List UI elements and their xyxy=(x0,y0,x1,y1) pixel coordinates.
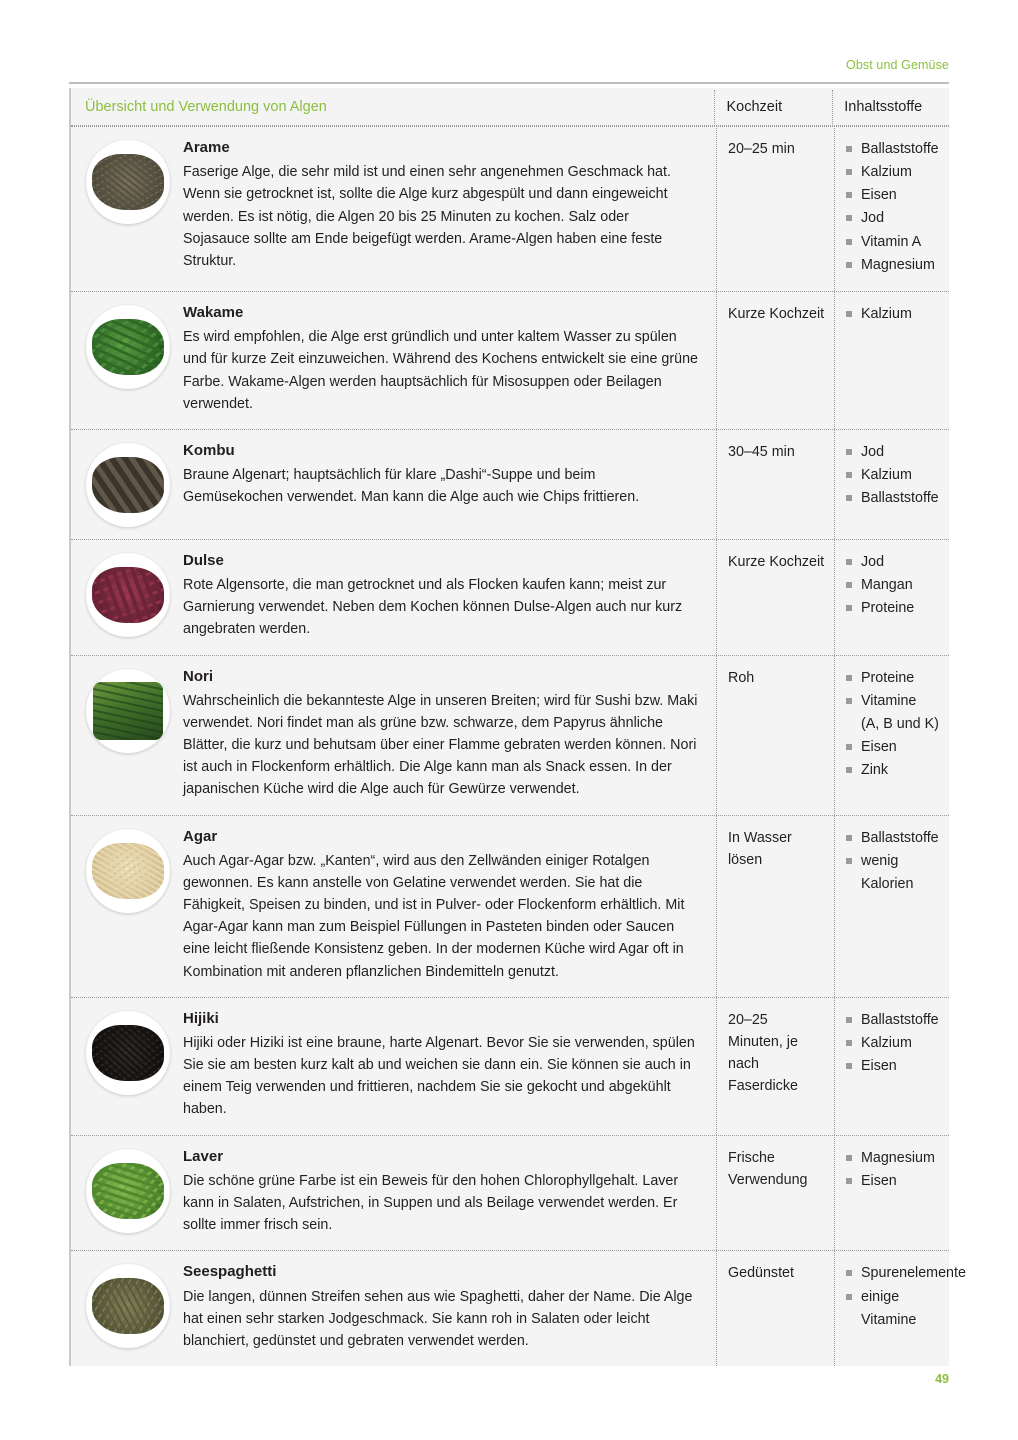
page-number: 49 xyxy=(935,1372,949,1386)
row-nutrients-cell xyxy=(834,429,951,539)
algae-name: Hijiki xyxy=(183,1009,219,1027)
cooking-time-value: Gedünstet xyxy=(728,1265,794,1282)
nutrient-item: Eisen xyxy=(846,736,945,758)
agar-photo xyxy=(86,829,170,913)
row-image-cell xyxy=(71,126,183,291)
row-text-cell xyxy=(183,126,716,291)
algae-name: Arame xyxy=(183,139,230,156)
header-rule xyxy=(69,82,949,84)
arame-photo xyxy=(86,140,170,224)
row-text-cell xyxy=(183,655,716,815)
nutrient-item: Ballaststoffe xyxy=(846,1009,945,1031)
table-header-row xyxy=(71,88,949,126)
table-row xyxy=(71,291,949,429)
cooking-time-value: Frische Verwendung xyxy=(728,1149,808,1188)
table-title: Übersicht und Verwendung von Algen xyxy=(85,98,327,115)
hijiki-photo xyxy=(86,1011,170,1095)
algae-name: Kombu xyxy=(183,441,235,459)
cooking-time-value: In Wasser lösen xyxy=(728,829,792,868)
nutrient-item: Kalzium xyxy=(846,161,945,183)
nutrient-item: Kalzium xyxy=(846,303,945,325)
nutrient-list xyxy=(846,551,945,619)
nutrient-item: Eisen xyxy=(846,184,945,206)
nutrient-item-continuation: Vitamine xyxy=(861,1311,917,1328)
row-image-cell xyxy=(71,1250,183,1366)
nutrient-item-continuation: Kalorien xyxy=(861,875,914,892)
algae-name: Wakame xyxy=(183,303,244,321)
row-nutrients-cell xyxy=(834,997,951,1135)
row-cooking-time-cell xyxy=(716,655,834,815)
algae-name: Nori xyxy=(183,667,213,685)
table-row xyxy=(71,655,949,815)
seespaghetti-photo xyxy=(86,1264,170,1348)
cooking-time-value: Kurze Kochzeit xyxy=(728,305,825,322)
nutrient-item: Kalzium xyxy=(846,464,945,486)
nutrient-list xyxy=(846,827,945,895)
row-cooking-time-cell xyxy=(716,1135,834,1251)
running-head: Obst und Gemüse xyxy=(846,58,949,72)
nori-photo xyxy=(86,669,170,753)
algae-description: Die schöne grüne Farbe ist ein Beweis für den hohen Chlorophyllgehalt. Laver kann in Salaten, Aufstrichen, in Suppen und als Beilage verwendet werden. Er sollte immer frisch sein. xyxy=(183,1172,679,1234)
algae-description: Faserige Alge, die sehr mild ist und einen sehr angenehmen Geschmack hat. Wenn sie getrocknet ist, sollte die Alge kurz abgespült und dann eingeweicht werden. Es ist nötig, die Algen 20 bis 25 Minuten zu kochen. Salz oder Sojasauce sollte am Ende beigefügt werden. Arame-Algen haben eine feste Struktur. xyxy=(183,164,671,269)
wakame-photo xyxy=(86,305,170,389)
row-text-cell xyxy=(183,1250,716,1366)
column-header-nutrients: Inhaltsstoffe xyxy=(832,90,949,124)
row-nutrients-cell xyxy=(834,1135,951,1251)
table-row xyxy=(71,1135,949,1251)
column-header-cooking-time: Kochzeit xyxy=(714,90,832,124)
row-cooking-time-cell xyxy=(716,997,834,1135)
row-text-cell xyxy=(183,429,716,539)
dulse-photo xyxy=(86,553,170,637)
nutrient-list xyxy=(846,667,945,782)
nutrient-item: Magnesium xyxy=(846,1147,945,1169)
nutrient-item: Magnesium xyxy=(846,254,945,276)
row-nutrients-cell xyxy=(834,291,951,429)
row-image-cell xyxy=(71,997,183,1135)
laver-photo xyxy=(86,1149,170,1233)
row-cooking-time-cell xyxy=(716,1250,834,1366)
row-image-cell xyxy=(71,539,183,655)
row-nutrients-cell xyxy=(834,539,951,655)
algae-name: Agar xyxy=(183,827,218,845)
cooking-time-value: Roh xyxy=(728,669,755,686)
row-cooking-time-cell xyxy=(716,429,834,539)
nutrient-item: Vitamin A xyxy=(846,231,945,253)
nutrient-list xyxy=(846,1009,945,1077)
algae-description: Rote Algensorte, die man getrocknet und als Flocken kaufen kann; meist zur Garnierung verwendet. Neben dem Kochen können Dulse-Algen auch nur kurz angebraten werden. xyxy=(183,577,683,638)
table-row xyxy=(71,997,949,1135)
cooking-time-value: 30–45 min xyxy=(728,443,795,460)
cooking-time-value: 20–25 min xyxy=(728,141,795,157)
nutrient-item: Proteine xyxy=(846,667,945,689)
nutrient-item: Jod xyxy=(846,441,945,463)
nutrient-item: Spurenelemente xyxy=(846,1262,945,1284)
algae-description: Auch Agar-Agar bzw. „Kanten“, wird aus den Zellwänden einiger Rotalgen gewonnen. Es kann anstelle von Gelatine verwendet werden. Sie hat die Fähigkeit, Speisen zu binden, und ist in Pulver- oder Flockenform erhältlich. Mit Agar-Agar kann man zum Beispiel Füllungen in Pasteten binden oder Saucen eine leicht fließende Konsistenz geben. In der modernen Küche wird Agar oft in Kombination mit anderen pflanzlichen Bindemitteln genutzt. xyxy=(183,852,685,980)
table-row xyxy=(71,1250,966,1366)
row-nutrients-cell xyxy=(834,655,951,815)
row-image-cell xyxy=(71,655,183,815)
nutrient-item: Proteine xyxy=(846,597,945,619)
row-text-cell xyxy=(183,1135,716,1251)
nutrient-item: Vitamine xyxy=(846,690,945,712)
row-text-cell xyxy=(183,539,716,655)
row-cooking-time-cell xyxy=(716,539,834,655)
algae-name: Dulse xyxy=(183,551,224,569)
cooking-time-value: Kurze Kochzeit xyxy=(728,553,825,570)
nutrient-item: Eisen xyxy=(846,1170,945,1192)
nutrient-item: Mangan xyxy=(846,574,945,596)
row-cooking-time-cell xyxy=(716,126,834,291)
nutrient-item: Ballaststoffe xyxy=(846,487,945,509)
nutrient-item: Eisen xyxy=(846,1055,945,1077)
nutrient-item: Kalzium xyxy=(846,1032,945,1054)
row-cooking-time-cell xyxy=(716,291,834,429)
nutrient-item-continuation: (A, B und K) xyxy=(861,715,939,732)
row-image-cell xyxy=(71,429,183,539)
nutrient-list xyxy=(846,1262,966,1330)
nutrient-item: einige xyxy=(846,1286,945,1308)
nutrient-item: wenig xyxy=(846,850,945,872)
nutrient-item: Zink xyxy=(846,759,945,781)
row-cooking-time-cell xyxy=(716,815,834,997)
row-nutrients-cell xyxy=(834,815,951,997)
row-nutrients-cell xyxy=(834,126,951,291)
table-row xyxy=(71,126,949,291)
nutrient-item: Ballaststoffe xyxy=(846,827,945,849)
nutrient-list xyxy=(846,441,945,509)
row-text-cell xyxy=(183,997,716,1135)
algae-description: Die langen, dünnen Streifen sehen aus wie Spaghetti, daher der Name. Die Alge hat einen sehr starken Jodgeschmack. Sie kann roh in Salaten oder leicht blanchiert, gedünstet und gebraten verwendet werden. xyxy=(183,1288,693,1349)
row-text-cell xyxy=(183,815,716,997)
nutrient-list xyxy=(846,138,945,276)
row-image-cell xyxy=(71,815,183,997)
row-text-cell xyxy=(183,291,716,429)
algae-description: Hijiki oder Hiziki ist eine braune, harte Algenart. Bevor Sie sie verwenden, spülen Sie sie am besten kurz kalt ab und weichen sie dann ein. Sie können sie auch in einem Teig verwenden und frittieren, nachdem Sie sie gekocht und abgekühlt haben. xyxy=(183,1035,695,1118)
nutrient-item: Jod xyxy=(846,207,945,229)
algae-description: Es wird empfohlen, die Alge erst gründlich und unter kaltem Wasser zu spülen und für kurze Zeit einzuweichen. Während des Kochens entwickelt sie eine grüne Farbe. Wakame-Algen werden hauptsächlich für Misosuppen oder Beilagen verwendet. xyxy=(183,329,698,412)
nutrient-item: Jod xyxy=(846,551,945,573)
table-row xyxy=(71,539,949,655)
algae-name: Seespaghetti xyxy=(183,1263,277,1281)
table-row xyxy=(71,429,949,539)
row-image-cell xyxy=(71,291,183,429)
row-nutrients-cell xyxy=(834,1250,966,1366)
algae-overview-table xyxy=(69,88,966,1366)
algae-description: Braune Algenart; hauptsächlich für klare „Dashi“-Suppe und beim Gemüsekochen verwendet. Man kann die Alge auch wie Chips frittieren. xyxy=(183,467,640,506)
table-row xyxy=(71,815,949,997)
algae-name: Laver xyxy=(183,1147,224,1165)
row-image-cell xyxy=(71,1135,183,1251)
nutrient-list xyxy=(846,303,945,325)
cooking-time-value: 20–25 Minuten, je nach Faserdicke xyxy=(728,1011,798,1095)
nutrient-list xyxy=(846,1147,945,1192)
nutrient-item: Ballaststoffe xyxy=(846,138,945,160)
kombu-photo xyxy=(86,443,170,527)
algae-description: Wahrscheinlich die bekannteste Alge in unseren Breiten; wird für Sushi bzw. Maki verwendet. Nori findet man als grüne bzw. schwarze, dem Papyrus ähnliche Blätter, die kurz und behutsam über einer Flamme gebraten werden können. Nori ist auch in Flockenform erhältlich. Die Alge kann man als Snack essen. In der japanischen Küche wird die Alge auch für Gewürze verwendet. xyxy=(183,692,698,798)
